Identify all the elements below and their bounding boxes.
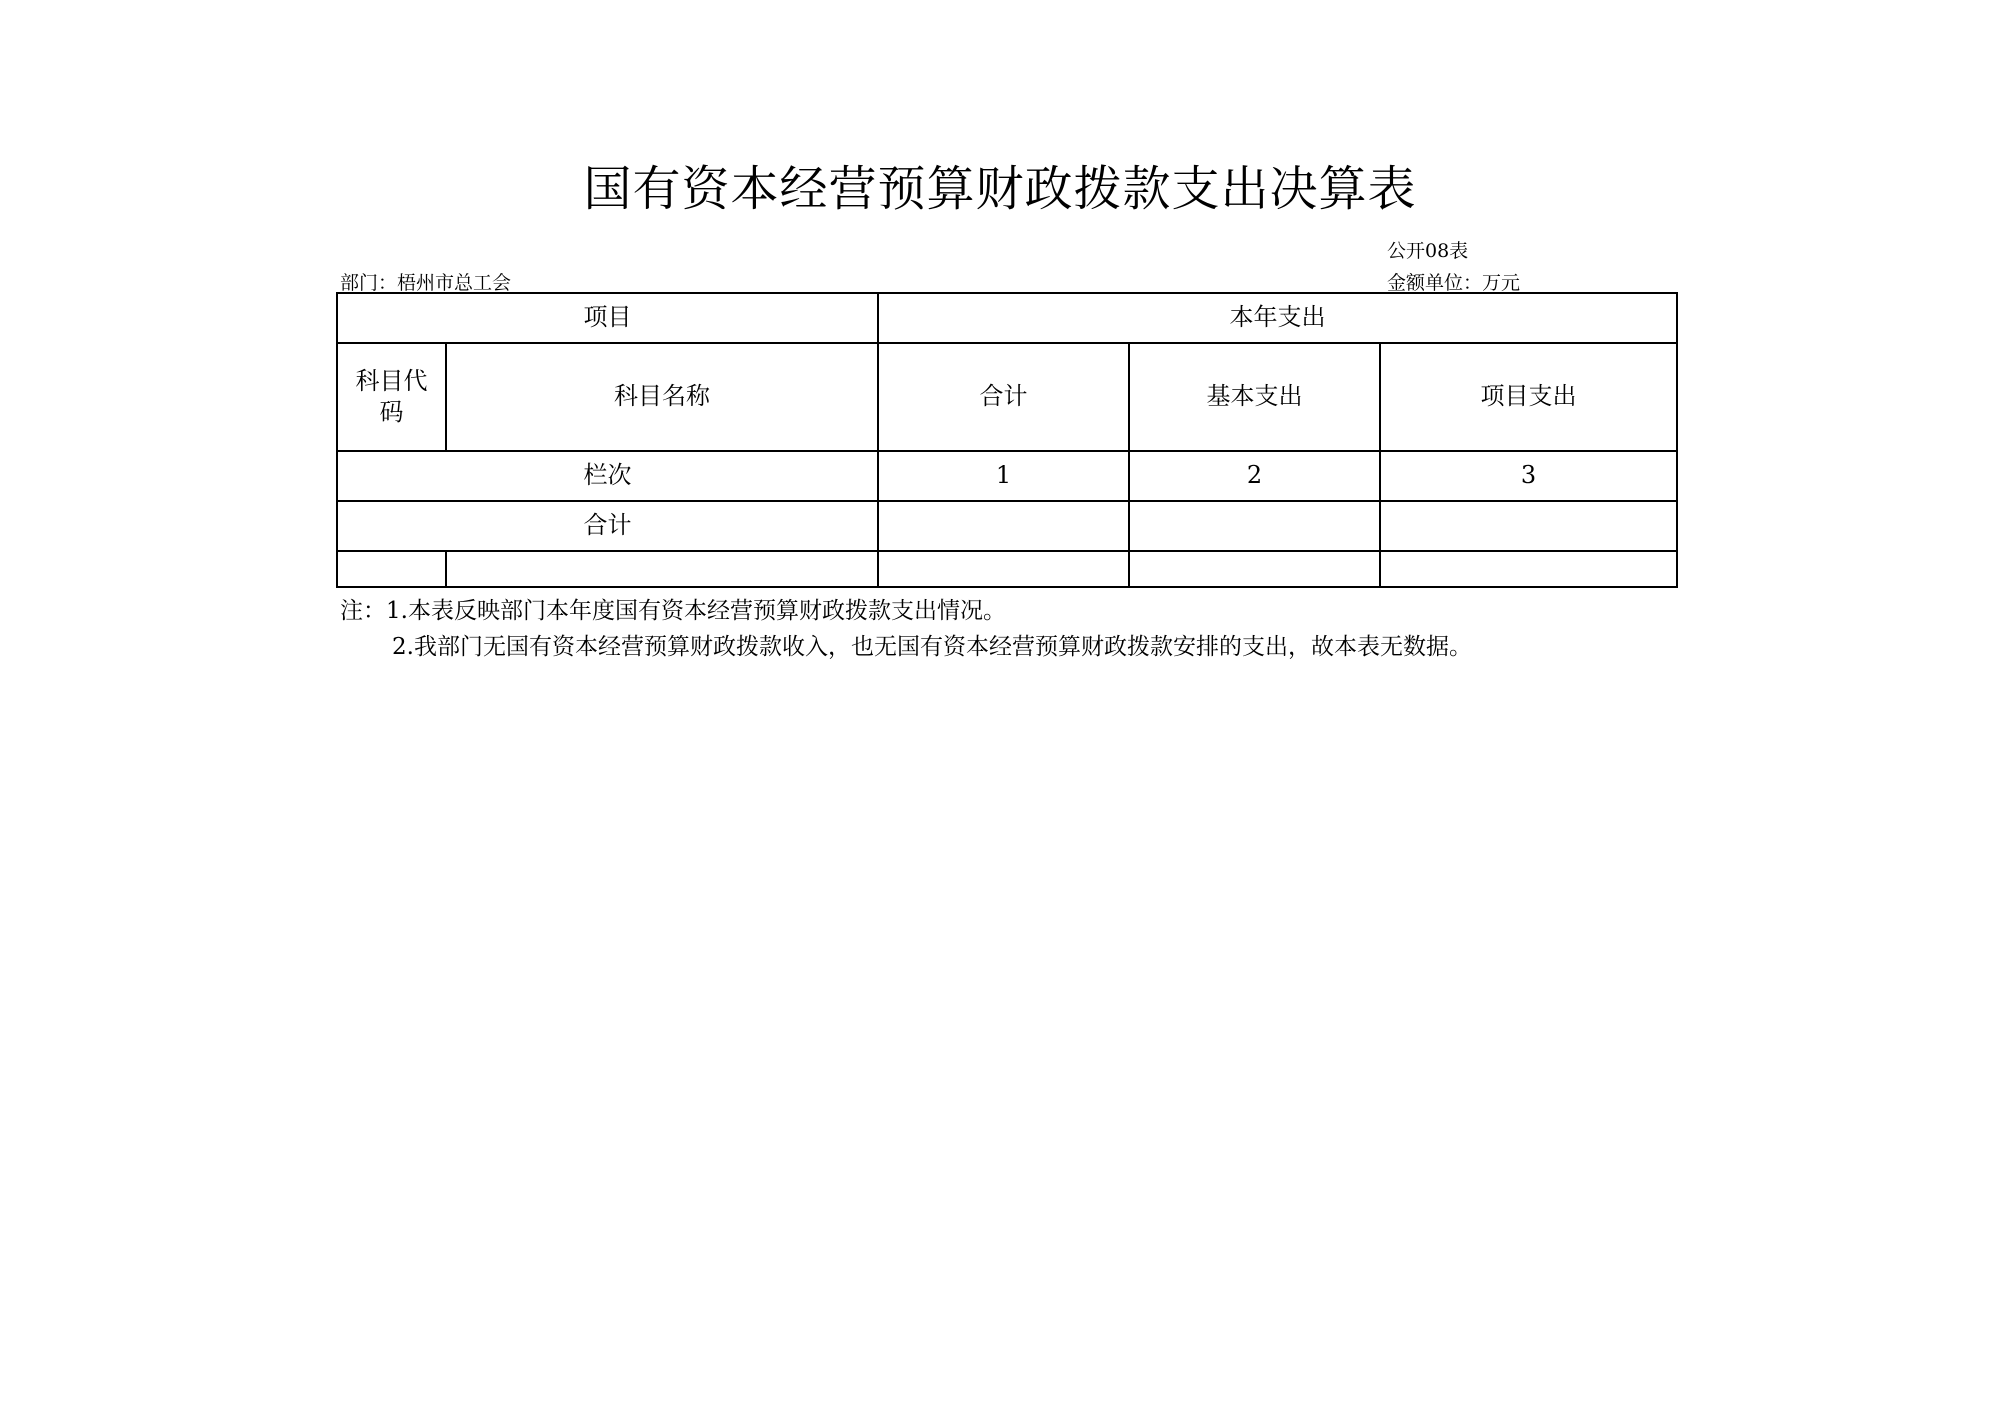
table-row-empty <box>337 551 1677 587</box>
row-index-2: 2 <box>1129 451 1380 501</box>
department-label: 部门：梧州市总工会 <box>340 272 512 294</box>
row-total-label: 合计 <box>337 501 878 551</box>
empty-cell <box>446 551 878 587</box>
empty-cell <box>1380 551 1677 587</box>
col-total-header: 合计 <box>878 343 1129 451</box>
row-index-1: 1 <box>878 451 1129 501</box>
table-subheader-row <box>337 343 1677 451</box>
table-row-total <box>337 501 1677 551</box>
form-number: 公开08表 <box>1387 240 1469 262</box>
row-index-label: 栏次 <box>337 451 878 501</box>
row-index-3: 3 <box>1380 451 1677 501</box>
unit-label: 金额单位：万元 <box>1387 272 1521 294</box>
header-item-cell: 项目 <box>337 293 878 343</box>
row-total-value-3 <box>1380 501 1677 551</box>
col-name-header: 科目名称 <box>446 343 878 451</box>
col-code-header: 科目代码 <box>337 343 446 451</box>
header-expense-cell: 本年支出 <box>878 293 1677 343</box>
note-line-1: 注：1.本表反映部门本年度国有资本经营预算财政拨款支出情况。 <box>340 598 1006 624</box>
empty-cell <box>878 551 1129 587</box>
budget-table <box>336 292 1678 588</box>
table-row-index <box>337 451 1677 501</box>
row-total-value-2 <box>1129 501 1380 551</box>
note-line-2: 2.我部门无国有资本经营预算财政拨款收入，也无国有资本经营预算财政拨款安排的支出，故本表无数据。 <box>392 634 1472 660</box>
table-header-row <box>337 293 1677 343</box>
col-project-header: 项目支出 <box>1380 343 1677 451</box>
page-title: 国有资本经营预算财政拨款支出决算表 <box>583 161 1417 217</box>
empty-cell <box>1129 551 1380 587</box>
row-total-value-1 <box>878 501 1129 551</box>
col-basic-header: 基本支出 <box>1129 343 1380 451</box>
empty-cell <box>337 551 446 587</box>
